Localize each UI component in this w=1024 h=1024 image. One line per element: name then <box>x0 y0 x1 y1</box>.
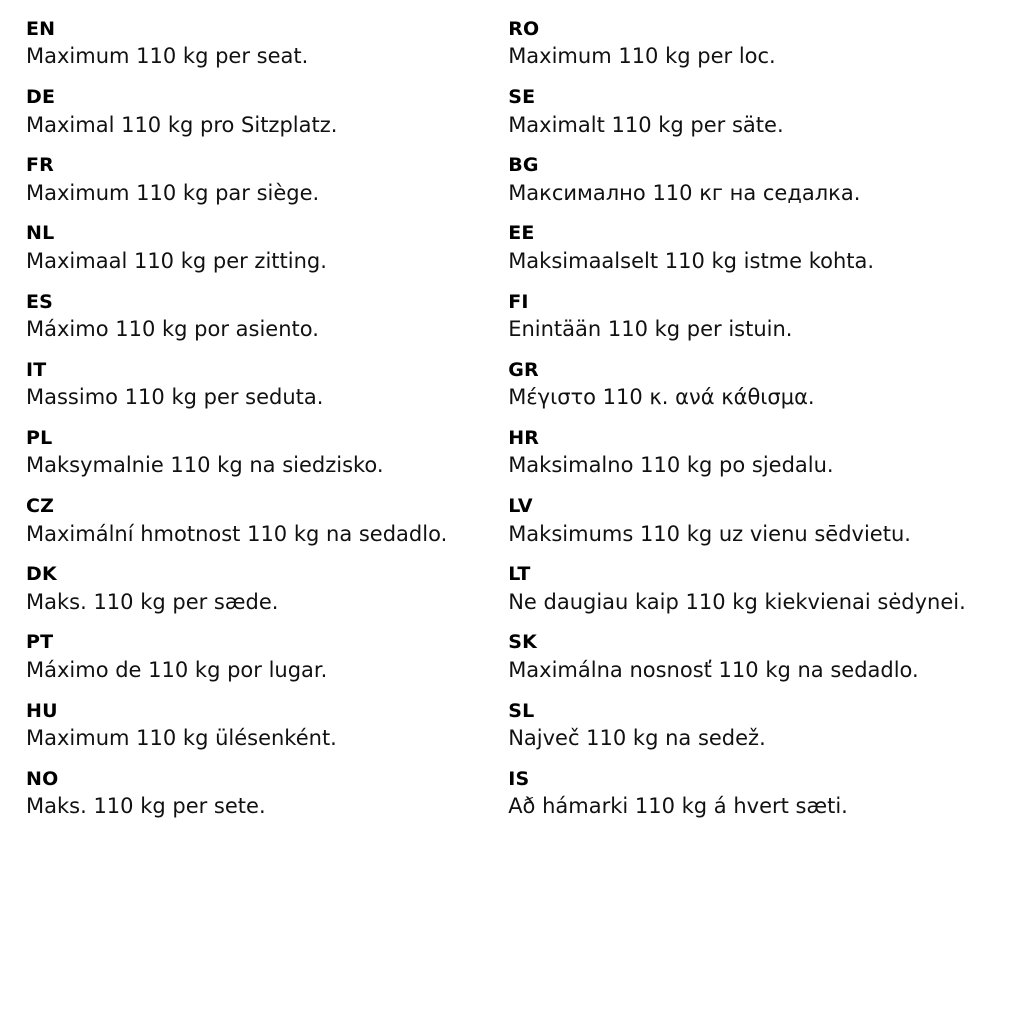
language-code: DK <box>26 563 57 586</box>
language-code: DE <box>26 86 56 109</box>
language-text: Máximo de 110 kg por lugar. <box>26 657 328 682</box>
language-text: Maximalt 110 kg per säte. <box>508 112 784 137</box>
language-code: NL <box>26 222 55 245</box>
language-text: Največ 110 kg na sedež. <box>508 725 766 750</box>
language-entry <box>508 291 1000 343</box>
language-code: CZ <box>26 495 55 518</box>
language-text: Maximum 110 kg per seat. <box>26 44 309 69</box>
language-text: Maks. 110 kg per sete. <box>26 794 266 819</box>
language-entry <box>508 495 1000 547</box>
language-code: GR <box>508 358 539 381</box>
language-entry <box>508 154 1000 206</box>
language-entry <box>26 18 500 70</box>
language-text: Maks. 110 kg per sæde. <box>26 589 279 614</box>
language-text: Maximaal 110 kg per zitting. <box>26 248 327 273</box>
language-code: PL <box>26 426 53 449</box>
language-code: FR <box>26 154 55 177</box>
language-code: HR <box>508 426 540 449</box>
language-code: SL <box>508 699 535 722</box>
language-text: Maksimums 110 kg uz vienu sēdvietu. <box>508 521 911 546</box>
language-entry <box>26 222 500 274</box>
language-entry <box>508 427 1000 479</box>
language-code: HU <box>26 699 58 722</box>
language-entry <box>26 495 500 547</box>
language-code: LV <box>508 495 533 518</box>
language-text: Maksimaalselt 110 kg istme kohta. <box>508 248 875 273</box>
language-text: Μέγιστο 110 κ. ανά κάθισμα. <box>508 385 815 410</box>
language-code: RO <box>508 18 540 40</box>
language-entry <box>26 631 500 683</box>
language-code: SK <box>508 631 537 654</box>
language-entry <box>26 86 500 138</box>
language-code: LT <box>508 563 531 586</box>
language-code: FI <box>508 290 529 313</box>
language-text: Maximal 110 kg pro Sitzplatz. <box>26 112 338 137</box>
language-entry <box>508 86 1000 138</box>
language-text: Máximo 110 kg por asiento. <box>26 317 319 342</box>
language-entry <box>26 154 500 206</box>
language-code: PT <box>26 631 54 654</box>
language-text: Maximálna nosnosť 110 kg na sedadlo. <box>508 657 919 682</box>
language-entry <box>26 427 500 479</box>
language-code: IS <box>508 767 530 790</box>
language-entry <box>508 18 1000 70</box>
language-entry <box>508 768 1000 820</box>
language-entry <box>508 631 1000 683</box>
language-text: Maximální hmotnost 110 kg na sedadlo. <box>26 521 448 546</box>
language-entry <box>26 700 500 752</box>
language-code: EN <box>26 18 56 40</box>
language-entry <box>508 563 1000 615</box>
language-entry <box>508 222 1000 274</box>
language-text: Maksymalnie 110 kg na siedzisko. <box>26 453 384 478</box>
language-entry <box>26 359 500 411</box>
language-text: Maximum 110 kg par siège. <box>26 180 320 205</box>
language-code: BG <box>508 154 539 177</box>
language-code: EE <box>508 222 535 245</box>
language-entry <box>508 700 1000 752</box>
language-column-left <box>26 18 508 819</box>
language-text: Максимално 110 кг на седалка. <box>508 180 861 205</box>
language-code: IT <box>26 358 47 381</box>
language-text: Maximum 110 kg ülésenként. <box>26 725 337 750</box>
language-entry <box>508 359 1000 411</box>
language-entry <box>26 768 500 820</box>
language-code: SE <box>508 86 536 109</box>
language-code: ES <box>26 290 54 313</box>
language-text: Maksimalno 110 kg po sjedalu. <box>508 453 834 478</box>
language-text: Ne daugiau kaip 110 kg kiekvienai sėdynei. <box>508 589 966 614</box>
language-entry <box>26 563 500 615</box>
language-text: Maximum 110 kg per loc. <box>508 44 776 69</box>
language-code: NO <box>26 767 59 790</box>
language-text: Massimo 110 kg per seduta. <box>26 385 324 410</box>
language-column-right <box>508 18 1000 819</box>
language-text: Að hámarki 110 kg á hvert sæti. <box>508 794 848 819</box>
language-columns <box>26 18 1000 1014</box>
language-text: Enintään 110 kg per istuin. <box>508 317 793 342</box>
language-entry <box>26 291 500 343</box>
